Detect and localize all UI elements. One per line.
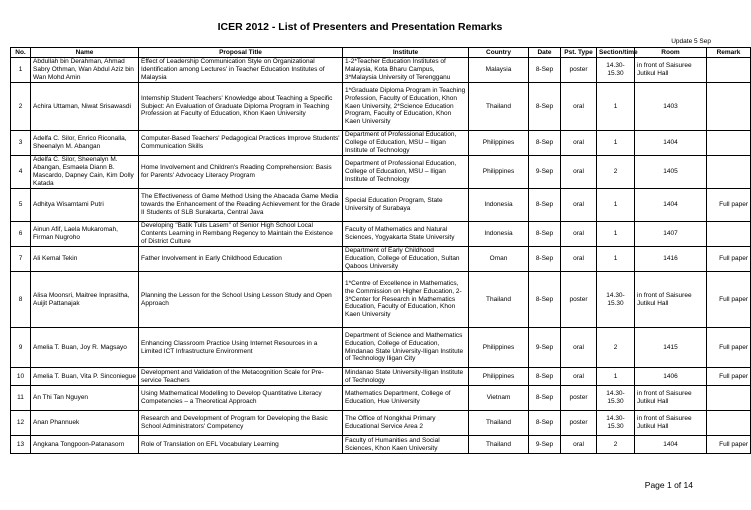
- cell-section: 1: [597, 83, 635, 131]
- cell-name: Adelfa C. Silor, Enrico Riconalla, Sheenalyn M. Abangan: [31, 131, 139, 156]
- cell-type: poster: [561, 386, 597, 411]
- cell-room: 1404: [635, 189, 707, 222]
- cell-remark: Full paper: [707, 436, 751, 454]
- update-note: Update 5 Sep: [671, 38, 711, 45]
- cell-proposal: Using Mathematical Modelling to Develop Quantitative Literacy Competencies – a Theoretical Approach: [139, 386, 343, 411]
- cell-institute: Department of Science and Mathematics Education, College of Education, Mindanao State University-Iligan Institute of Technology Iligan City: [343, 328, 469, 368]
- cell-type: oral: [561, 328, 597, 368]
- cell-proposal: Development and Validation of the Metacognition Scale for Pre-service Teachers: [139, 368, 343, 386]
- cell-proposal: Intemship Student Teachers' Knowledge about Teaching a Specific Subject: An Evaluation of Graduate Diploma Program in Teaching Profession at Faculty of Education, Khon Kaen University: [139, 83, 343, 131]
- page-number: Page 1 of 14: [644, 480, 693, 490]
- cell-section: 14.30-15.30: [597, 272, 635, 328]
- page-title: ICER 2012 - List of Presenters and Presentation Remarks: [217, 21, 503, 33]
- header-section: Section/time: [597, 48, 635, 58]
- cell-remark: [707, 131, 751, 156]
- cell-no: 12: [11, 411, 31, 436]
- header-type: Pst. Type: [561, 48, 597, 58]
- cell-remark: Full paper: [707, 368, 751, 386]
- cell-country: Thailand: [469, 436, 529, 454]
- cell-no: 6: [11, 222, 31, 247]
- cell-type: oral: [561, 156, 597, 189]
- cell-date: 8-Sep: [529, 83, 561, 131]
- cell-type: poster: [561, 411, 597, 436]
- table-row: [11, 328, 751, 368]
- cell-type: poster: [561, 272, 597, 328]
- cell-room: in front of Saisuree Jutikul Hall: [635, 386, 707, 411]
- cell-name: Ainun Afif, Laela Mukaromah, Firman Nugroho: [31, 222, 139, 247]
- table-row: [11, 222, 751, 247]
- cell-name: Adhitya Wisamtami Putri: [31, 189, 139, 222]
- table-row: [11, 411, 751, 436]
- cell-proposal: Developing "Batik Tulis Lasem" of Senior High School Local Contents Learning in Rembang Regency to Maintain the Existence of District Culture: [139, 222, 343, 247]
- cell-proposal: Computer-Based Teachers' Pedagogical Practices Improve Students' Communication Skills: [139, 131, 343, 156]
- cell-no: 13: [11, 436, 31, 454]
- cell-country: Vietnam: [469, 386, 529, 411]
- cell-proposal: Role of Translation on EFL Vocabulary Learning: [139, 436, 343, 454]
- cell-no: 4: [11, 156, 31, 189]
- cell-name: Adelfa C. Silor, Sheenalyn M. Abangan, Esmaela Diann B. Mascardo, Dapney Cain, Kim Dolly Katada: [31, 156, 139, 189]
- header-no: No.: [11, 48, 31, 58]
- table-row: [11, 247, 751, 272]
- cell-remark: Full paper: [707, 272, 751, 328]
- cell-date: 8-Sep: [529, 411, 561, 436]
- table-row: [11, 272, 751, 328]
- table-row: [11, 368, 751, 386]
- cell-section: 1: [597, 131, 635, 156]
- cell-proposal: Planning the Lesson for the School Using Lesson Study and Open Approach: [139, 272, 343, 328]
- cell-proposal: Father Involvement in Early Childhood Education: [139, 247, 343, 272]
- cell-section: 14.30-15.30: [597, 386, 635, 411]
- cell-room: in front of Saisuree Jutikul Hall: [635, 411, 707, 436]
- cell-institute: 1*Centre of Excellence in Mathematics, the Commission on Higher Education, 2-3*Center for Research in Mathematics Education, Faculty of Education, Khon Kaen University: [343, 272, 469, 328]
- cell-section: 14.30-15.30: [597, 411, 635, 436]
- cell-remark: [707, 386, 751, 411]
- table-row: [11, 156, 751, 189]
- cell-remark: [707, 83, 751, 131]
- cell-institute: 1*Graduate Diploma Program in Teaching Profession, Faculty of Education, Khon Kaen University, 2*Science Education Program, Faculty of Education, Khon Kaen University: [343, 83, 469, 131]
- cell-date: 8-Sep: [529, 131, 561, 156]
- cell-no: 3: [11, 131, 31, 156]
- cell-proposal: Research and Development of Program for Developing the Basic School Administrators' Competency: [139, 411, 343, 436]
- cell-type: oral: [561, 189, 597, 222]
- cell-name: Amelia T. Buan, Vita P. Sinconiegue: [31, 368, 139, 386]
- table-row: [11, 131, 751, 156]
- cell-institute: Faculty of Humanities and Social Sciences, Khon Kaen University: [343, 436, 469, 454]
- cell-remark: [707, 411, 751, 436]
- cell-no: 11: [11, 386, 31, 411]
- cell-remark: [707, 222, 751, 247]
- cell-section: 1: [597, 189, 635, 222]
- header-date: Date: [529, 48, 561, 58]
- cell-name: Amelia T. Buan, Joy R. Magsayo: [31, 328, 139, 368]
- cell-country: Indonesia: [469, 222, 529, 247]
- header-country: Country: [469, 48, 529, 58]
- cell-country: Indonesia: [469, 189, 529, 222]
- cell-section: 2: [597, 436, 635, 454]
- cell-section: 1: [597, 222, 635, 247]
- cell-type: oral: [561, 83, 597, 131]
- cell-date: 9-Sep: [529, 436, 561, 454]
- cell-remark: [707, 58, 751, 83]
- cell-room: 1406: [635, 368, 707, 386]
- table-row: [11, 436, 751, 454]
- cell-no: 10: [11, 368, 31, 386]
- cell-type: oral: [561, 368, 597, 386]
- cell-proposal: The Effectiveness of Game Method Using the Abacada Game Media towards the Enhancement of the Reading Achievement for the Grade II Students of SLB Surakarta, Central Java: [139, 189, 343, 222]
- cell-date: 8-Sep: [529, 386, 561, 411]
- cell-name: An Thi Tan Nguyen: [31, 386, 139, 411]
- cell-date: 8-Sep: [529, 368, 561, 386]
- table-row: [11, 83, 751, 131]
- cell-type: oral: [561, 247, 597, 272]
- cell-name: Ali Kemal Tekin: [31, 247, 139, 272]
- cell-type: poster: [561, 58, 597, 83]
- cell-proposal: Home Involvement and Children's Reading Comprehension: Basis for Parents' Advocacy Literacy Program: [139, 156, 343, 189]
- cell-section: 1: [597, 368, 635, 386]
- cell-no: 1: [11, 58, 31, 83]
- cell-room: 1415: [635, 328, 707, 368]
- header-room: Room: [635, 48, 707, 58]
- header-name: Name: [31, 48, 139, 58]
- cell-remark: Full paper: [707, 247, 751, 272]
- cell-date: 9-Sep: [529, 328, 561, 368]
- header-proposal: Proposal Title: [139, 48, 343, 58]
- cell-type: oral: [561, 222, 597, 247]
- cell-remark: Full paper: [707, 189, 751, 222]
- cell-institute: Department of Early Childhood Education, College of Education, Sultan Qaboos University: [343, 247, 469, 272]
- cell-section: 2: [597, 156, 635, 189]
- table-row: [11, 58, 751, 83]
- cell-country: Philippines: [469, 368, 529, 386]
- cell-date: 8-Sep: [529, 272, 561, 328]
- cell-no: 8: [11, 272, 31, 328]
- header-institute: Institute: [343, 48, 469, 58]
- cell-room: 1407: [635, 222, 707, 247]
- cell-institute: Department of Professional Education, College of Education, MSU – Iligan Institute of Technology: [343, 131, 469, 156]
- cell-type: oral: [561, 436, 597, 454]
- presenters-table: [10, 47, 751, 454]
- cell-proposal: Effect of Leadership Communication Style on Organizational Identification among Lectures' in Teacher Education Institutes of Malaysia: [139, 58, 343, 83]
- cell-name: Abdullah bin Derahman, Ahmad Sabry Othman, Wan Abdul Aziz bin Wan Mohd Amin: [31, 58, 139, 83]
- cell-room: 1416: [635, 247, 707, 272]
- cell-remark: Full paper: [707, 328, 751, 368]
- cell-country: Thailand: [469, 83, 529, 131]
- cell-remark: [707, 156, 751, 189]
- cell-room: in front of Saisuree Jutikul Hall: [635, 58, 707, 83]
- cell-name: Anan Phannuek: [31, 411, 139, 436]
- cell-name: Alisa Moonsri, Maitree Inprasitha, Auijit Pattanajak: [31, 272, 139, 328]
- cell-country: Thailand: [469, 411, 529, 436]
- cell-date: 8-Sep: [529, 247, 561, 272]
- cell-room: 1405: [635, 156, 707, 189]
- cell-no: 5: [11, 189, 31, 222]
- cell-room: 1403: [635, 83, 707, 131]
- cell-country: Philippines: [469, 131, 529, 156]
- cell-name: Angkana Tongpoon-Patanasorn: [31, 436, 139, 454]
- cell-country: Oman: [469, 247, 529, 272]
- cell-section: 2: [597, 328, 635, 368]
- cell-date: 8-Sep: [529, 222, 561, 247]
- table-header-row: [11, 48, 751, 58]
- cell-institute: Department of Professional Education, College of Education, MSU – Iligan Institute of Technology: [343, 156, 469, 189]
- cell-institute: Special Education Program, State University of Surabaya: [343, 189, 469, 222]
- cell-type: oral: [561, 131, 597, 156]
- cell-room: 1404: [635, 436, 707, 454]
- cell-country: Malaysia: [469, 58, 529, 83]
- cell-date: 8-Sep: [529, 189, 561, 222]
- cell-no: 7: [11, 247, 31, 272]
- cell-country: Philippines: [469, 328, 529, 368]
- cell-room: 1404: [635, 131, 707, 156]
- cell-country: Thailand: [469, 272, 529, 328]
- cell-institute: Mindanao State University-Iligan Institute of Technology: [343, 368, 469, 386]
- cell-institute: 1-2*Teacher Education Institutes of Malaysia, Kota Bharu Campus, 3*Malaysia University of Terengganu: [343, 58, 469, 83]
- cell-institute: Faculty of Mathematics and Natural Sciences, Yogyakarta State University: [343, 222, 469, 247]
- cell-section: 1: [597, 247, 635, 272]
- cell-institute: Mathematics Department, College of Education, Hue University: [343, 386, 469, 411]
- table-row: [11, 386, 751, 411]
- cell-name: Achira Uttaman, Niwat Srisawasdi: [31, 83, 139, 131]
- cell-room: in front of Saisuree Jutikul Hall: [635, 272, 707, 328]
- cell-no: 9: [11, 328, 31, 368]
- cell-date: 8-Sep: [529, 58, 561, 83]
- header-remark: Remark: [707, 48, 751, 58]
- cell-institute: The Office of Nongkhai Primary Educational Service Area 2: [343, 411, 469, 436]
- cell-no: 2: [11, 83, 31, 131]
- table-row: [11, 189, 751, 222]
- cell-proposal: Enhancing Classroom Practice Using Internet Resources in a Limited ICT Infrastructure Environment: [139, 328, 343, 368]
- cell-country: Philippines: [469, 156, 529, 189]
- cell-section: 14.30-15.30: [597, 58, 635, 83]
- cell-date: 9-Sep: [529, 156, 561, 189]
